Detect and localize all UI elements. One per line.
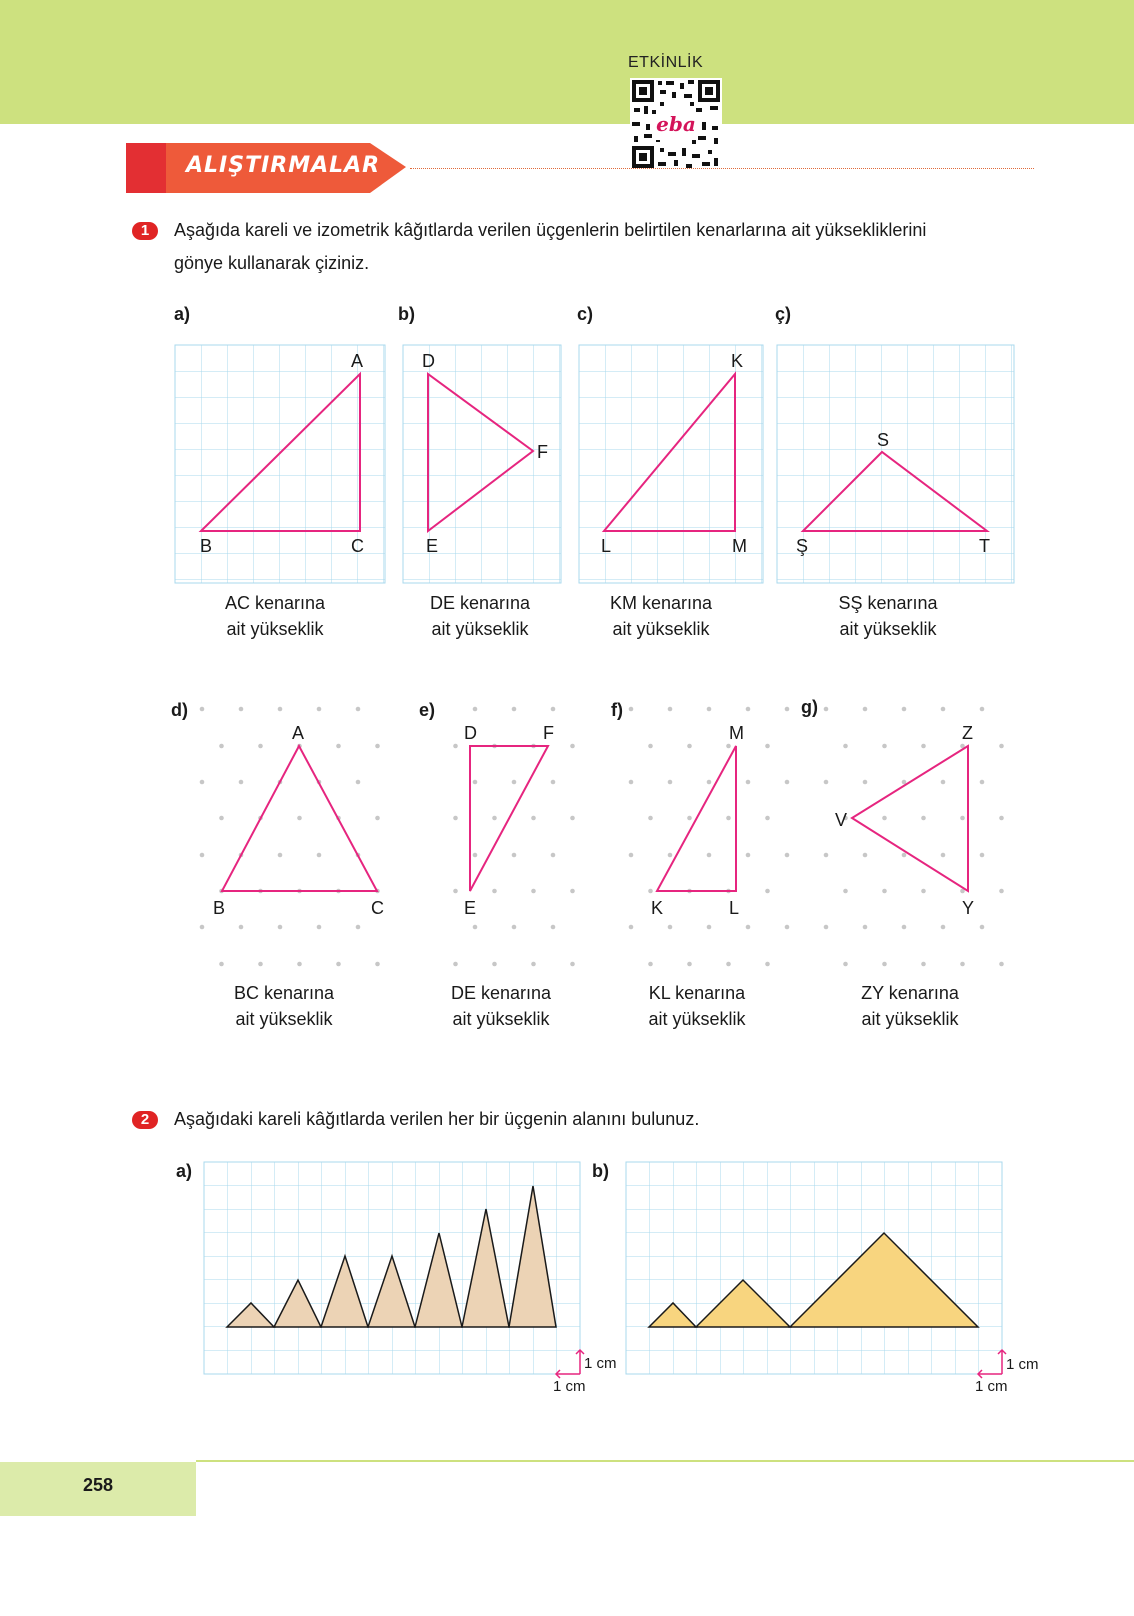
caption-1b-line2: ait yükseklik bbox=[431, 619, 529, 639]
caption-1g-line1: ZY kenarına bbox=[861, 983, 959, 1003]
unit-v-2a: 1 cm bbox=[584, 1355, 617, 1372]
point-iso-m: M bbox=[729, 723, 744, 743]
point-c: C bbox=[351, 536, 364, 556]
point-e: E bbox=[426, 536, 439, 556]
point-iso-d: D bbox=[464, 723, 477, 743]
label-1cc: ç) bbox=[775, 304, 792, 324]
point-iso-f: F bbox=[543, 723, 554, 743]
caption-1b-line1: DE kenarına bbox=[429, 593, 531, 613]
caption-1cc-line1: SŞ kenarına bbox=[838, 593, 938, 613]
point-b: B bbox=[200, 536, 213, 556]
point-iso-e: E bbox=[464, 898, 477, 918]
point-iso-l: L bbox=[729, 898, 740, 918]
point-k: K bbox=[731, 351, 744, 371]
label-1b: b) bbox=[398, 304, 415, 324]
label-1e: e) bbox=[419, 700, 436, 720]
caption-1d-line1: BC kenarına bbox=[233, 983, 335, 1003]
caption-1a-line2: ait yükseklik bbox=[226, 619, 324, 639]
point-iso-a: A bbox=[292, 723, 305, 743]
point-iso-z: Z bbox=[962, 723, 973, 743]
point-sh: Ş bbox=[796, 536, 809, 556]
point-iso-y: Y bbox=[962, 898, 975, 918]
unit-h-2a: 1 cm bbox=[553, 1378, 586, 1395]
label-2b: b) bbox=[592, 1161, 609, 1181]
page-number: 258 bbox=[82, 1475, 114, 1495]
eba-logo: eba bbox=[656, 112, 696, 136]
footer-line bbox=[196, 1460, 1134, 1462]
caption-1c-line2: ait yükseklik bbox=[612, 619, 710, 639]
caption-1e-line2: ait yükseklik bbox=[452, 1009, 550, 1029]
question-1-line1: Aşağıda kareli ve izometrik kâğıtlarda verilen üçgenlerin belirtilen kenarlarına ait yüksekliklerini bbox=[174, 220, 927, 240]
unit-v-2b: 1 cm bbox=[1006, 1356, 1039, 1373]
point-d: D bbox=[422, 351, 435, 371]
question-number-2: 2 bbox=[132, 1111, 158, 1129]
caption-1a-line1: AC kenarına bbox=[224, 593, 326, 613]
caption-1d-line2: ait yükseklik bbox=[235, 1009, 333, 1029]
label-1c: c) bbox=[577, 304, 594, 324]
caption-1f-line1: KL kenarına bbox=[648, 983, 746, 1003]
caption-1cc-line2: ait yükseklik bbox=[839, 619, 937, 639]
label-2a: a) bbox=[176, 1161, 193, 1181]
point-iso-b: B bbox=[213, 898, 226, 918]
label-1g: g) bbox=[801, 697, 818, 717]
point-f: F bbox=[537, 442, 548, 462]
point-m: M bbox=[732, 536, 747, 556]
label-1a: a) bbox=[174, 304, 191, 324]
caption-1c-line1: KM kenarına bbox=[609, 593, 713, 613]
caption-1g-line2: ait yükseklik bbox=[861, 1009, 959, 1029]
grid-panel-2b bbox=[626, 1162, 1002, 1374]
caption-1e-line1: DE kenarına bbox=[450, 983, 552, 1003]
point-iso-k: K bbox=[651, 898, 664, 918]
question-number-1: 1 bbox=[132, 222, 158, 240]
point-s: S bbox=[877, 430, 890, 450]
point-iso-v: V bbox=[835, 810, 848, 830]
caption-1f-line2: ait yükseklik bbox=[648, 1009, 746, 1029]
etkinlik-label: ETKİNLİK bbox=[628, 54, 704, 71]
label-1d: d) bbox=[171, 700, 188, 720]
question-2-text: Aşağıdaki kareli kâğıtlarda verilen her bir üçgenin alanını bulunuz. bbox=[174, 1109, 700, 1129]
label-1f: f) bbox=[611, 700, 623, 720]
point-a: A bbox=[351, 351, 364, 371]
question-1-line2: gönye kullanarak çiziniz. bbox=[174, 253, 370, 273]
point-t: T bbox=[979, 536, 990, 556]
section-title: ALIŞTIRMALAR bbox=[186, 153, 381, 178]
point-l: L bbox=[601, 536, 612, 556]
point-iso-c: C bbox=[371, 898, 384, 918]
unit-h-2b: 1 cm bbox=[975, 1378, 1008, 1395]
